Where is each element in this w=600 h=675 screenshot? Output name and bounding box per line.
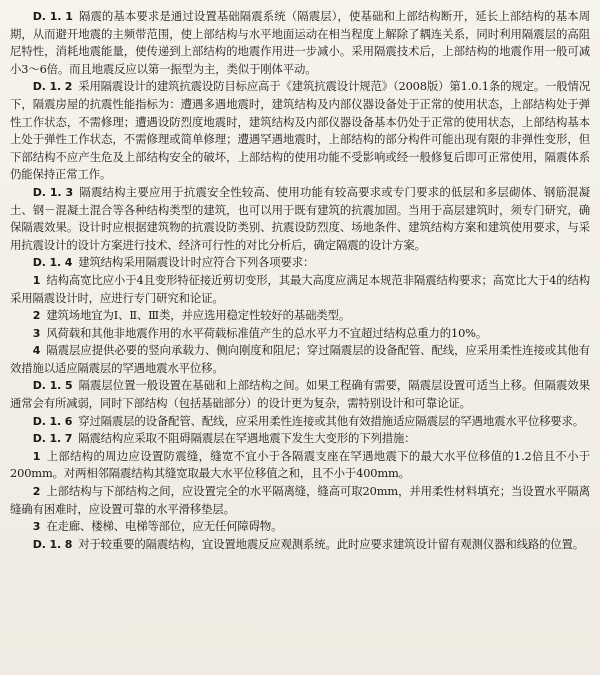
item-text: 在走廊、楼梯、电梯等部位，应无任何障碍物。 xyxy=(46,519,283,534)
item-text: 上部结构与下部结构之间，应设置完全的水平隔离缝，缝高可取20mm，并用柔性材料填充；当设置水平隔离缝确有困难时，应设置可靠的水平滑移垫层。 xyxy=(10,484,590,516)
clause-text: 建筑结构采用隔震设计时应符合下列各项要求： xyxy=(78,255,315,270)
clause-d-1-8 xyxy=(10,536,590,554)
clause-number: D. 1. 8 xyxy=(32,537,73,551)
item-number: 3 xyxy=(32,520,41,534)
item-number: 1 xyxy=(32,273,41,287)
item-text: 结构高宽比应小于4且变形特征接近剪切变形，其最大高度应满足本规范非隔震结构要求；高宽比大于4的结构采用隔震设计时，应进行专门研究和论证。 xyxy=(10,272,590,305)
clause-text: 隔震结构应采取不阻碍隔震层在罕遇地震下发生大变形的下列措施： xyxy=(78,431,416,446)
clause-number: D. 1. 6 xyxy=(32,414,73,428)
item-text: 隔震层应提供必要的竖向承载力、侧向刚度和阻尼；穿过隔震层的设备配管、配线，应采用柔性连接或其他有效措施以适应隔震层的罕遇地震水平位移。 xyxy=(10,343,590,375)
item-text: 建筑场地宜为Ⅰ、Ⅱ、Ⅲ类，并应选用稳定性较好的基础类型。 xyxy=(46,308,351,323)
clause-number: D. 1. 1 xyxy=(32,10,73,23)
clause-d-1-7-item-3 xyxy=(10,518,590,536)
clause-d-1-4-item-3 xyxy=(10,325,590,343)
clause-text: 对于较重要的隔震结构，宜设置地震反应观测系统。此时应要求建筑设计留有观测仪器和线路的位置。 xyxy=(78,536,585,551)
item-number: 4 xyxy=(32,344,41,358)
clause-d-1-4-item-4 xyxy=(10,342,590,377)
clause-number: D. 1. 3 xyxy=(32,185,73,199)
item-text: 上部结构的周边应设置防震缝，缝宽不宜小于各隔震支座在罕遇地震下的最大水平位移值的1.2倍且不小于200mm。对两相邻隔震结构其缝宽取最大水平位移值之和，且不小于400mm。 xyxy=(10,448,590,481)
clause-number: D. 1. 2 xyxy=(32,80,73,94)
clause-d-1-7-item-2 xyxy=(10,483,590,518)
clause-d-1-4-item-2 xyxy=(10,307,590,325)
clause-text: 采用隔震设计的建筑抗震设防目标应高于《建筑抗震设计规范》（2008版）第1.0.1条的规定。一般情况下，隔震房屋的抗震性能指标为：遭遇多遇地震时，建筑结构及内部仪器设备处于正常的使用状态，上部结构处于弹性工作状态，不需修理；遭遇设防烈度地震时，建筑结构及内部仪器设备基本仍处于正常的使用状态，上部结构基本上处于弹性工作状态，不需修理或简单修理；遭遇罕遇地震时，上部结构的部分构件可能出现有限的非弹性变形，但下部结构不应产生危及上部结构安全的破坏，上部结构的使用功能不受影响或经一般修复后即可正常使用，隔震体系仍能保持正常工作。 xyxy=(10,79,590,182)
clause-number: D. 1. 5 xyxy=(32,379,73,393)
clause-d-1-6 xyxy=(10,413,590,431)
clause-text: 隔震的基本要求是通过设置基础隔震系统（隔震层），使基础和上部结构断开，延长上部结构的基本周期，从而避开地震的主频带范围，使上部结构与水平地面运动在相当程度上解除了耦连关系，同时利用隔震层的高阻尼特性，消耗地震能量，使传递到上部结构的地震作用进一步减小。采用隔震技术后，上部结构的地震作用一般可减小3～6倍。而且地震反应以第一振型为主，类似于刚体平动。 xyxy=(10,9,590,76)
clause-d-1-3 xyxy=(10,184,590,254)
clause-text: 穿过隔震层的设备配管、配线，应采用柔性连接或其他有效措施适应隔震层的罕遇地震水平位移要求。 xyxy=(78,413,585,428)
clause-d-1-7-item-1 xyxy=(10,448,590,483)
clause-d-1-4-item-1 xyxy=(10,272,590,307)
item-text: 风荷载和其他非地震作用的水平荷载标准值产生的总水平力不宜超过结构总重力的10%。 xyxy=(46,325,488,340)
clause-d-1-1 xyxy=(10,8,590,78)
clause-text: 隔震层位置一般设置在基础和上部结构之间。如果工程确有需要，隔震层设置可适当上移。但隔震效果通常会有所减弱，同时下部结构（包括基础部分）的设计更为复杂，需特别设计和可靠论证。 xyxy=(10,378,590,411)
clause-d-1-5 xyxy=(10,377,590,412)
clause-number: D. 1. 7 xyxy=(32,432,73,446)
clause-text: 隔震结构主要应用于抗震安全性较高、使用功能有较高要求或专门要求的低层和多层砌体、钢筋混凝土、钢－混凝土混合等各种结构类型的建筑，也可以用于既有建筑的抗震加固。当用于高层建筑时，须专门研究，确保隔震效果。设计时应根据建筑物的抗震设防类别、抗震设防烈度、场地条件、建筑结构方案和建筑使用要求，与采用抗震设计的设计方案进行技术、经济可行性的对比分析后，确定隔震的设计方案。 xyxy=(10,184,590,252)
item-number: 2 xyxy=(32,309,41,323)
clause-number: D. 1. 4 xyxy=(32,256,73,270)
clause-d-1-7 xyxy=(10,430,590,448)
item-number: 2 xyxy=(32,485,41,499)
item-number: 3 xyxy=(32,326,41,340)
item-number: 1 xyxy=(32,449,41,463)
clause-d-1-4 xyxy=(10,254,590,272)
clause-d-1-2 xyxy=(10,78,590,184)
